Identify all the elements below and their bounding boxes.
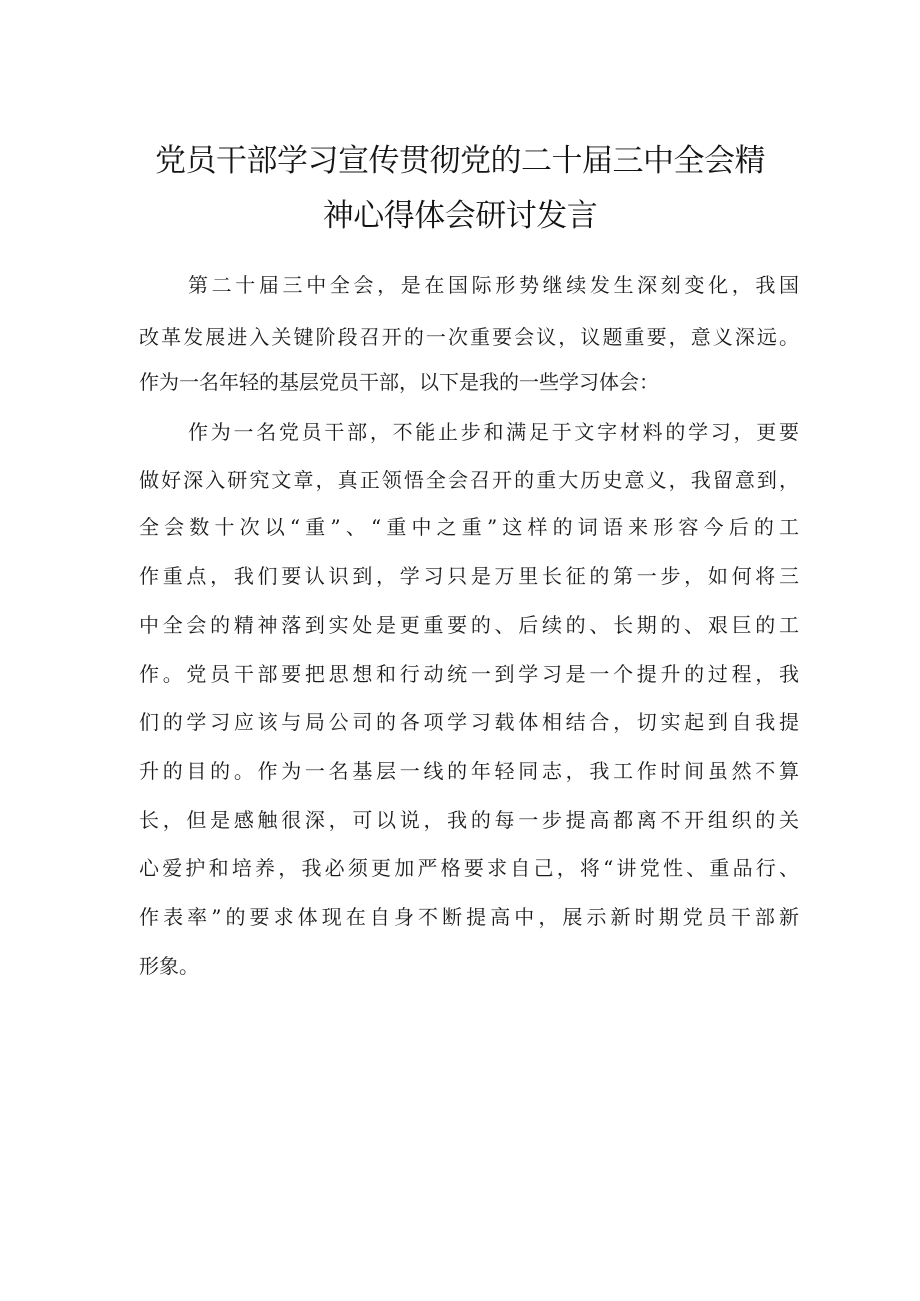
- paragraph-2-line-3: 全会数十次以“重”、“重中之重”这样的词语来形容今后的工: [139, 515, 799, 539]
- paragraph-2-line-2: 做好深入研究文章，真正领悟全会召开的重大历史意义，我留意到，: [139, 468, 799, 492]
- paragraph-1-line-3: 作为一名年轻的基层党员干部，以下是我的一些学习体会：: [139, 370, 659, 394]
- paragraph-2-line-4: 作重点，我们要认识到，学习只是万里长征的第一步，如何将三: [139, 564, 799, 588]
- document-title-line-1: 党员干部学习宣传贯彻党的二十届三中全会精: [155, 143, 765, 179]
- paragraph-2-line-9: 长，但是感触很深，可以说，我的每一步提高都离不开组织的关: [139, 808, 799, 832]
- paragraph-2-line-10: 心爱护和培养，我必须更加严格要求自己，将“讲党性、重品行、: [139, 856, 799, 880]
- paragraph-1-line-1: 第二十届三中全会，是在国际形势继续发生深刻变化，我国: [188, 273, 799, 297]
- document-title-line-2: 神心得体会研讨发言: [322, 198, 598, 234]
- paragraph-2-line-11: 作表率”的要求体现在自身不断提高中，展示新时期党员干部新: [139, 905, 799, 929]
- paragraph-2-line-12: 形象。: [139, 954, 199, 978]
- paragraph-2-line-1: 作为一名党员干部，不能止步和满足于文字材料的学习，更要: [188, 420, 799, 444]
- paragraph-2-line-7: 们的学习应该与局公司的各项学习载体相结合，切实起到自我提: [139, 710, 799, 734]
- paragraph-2-line-6: 作。党员干部要把思想和行动统一到学习是一个提升的过程，我: [139, 662, 799, 686]
- paragraph-2-line-8: 升的目的。作为一名基层一线的年轻同志，我工作时间虽然不算: [139, 759, 799, 783]
- paragraph-2-line-5: 中全会的精神落到实处是更重要的、后续的、长期的、艰巨的工: [139, 613, 799, 637]
- paragraph-1-line-2: 改革发展进入关键阶段召开的一次重要会议，议题重要，意义深远。: [139, 325, 799, 349]
